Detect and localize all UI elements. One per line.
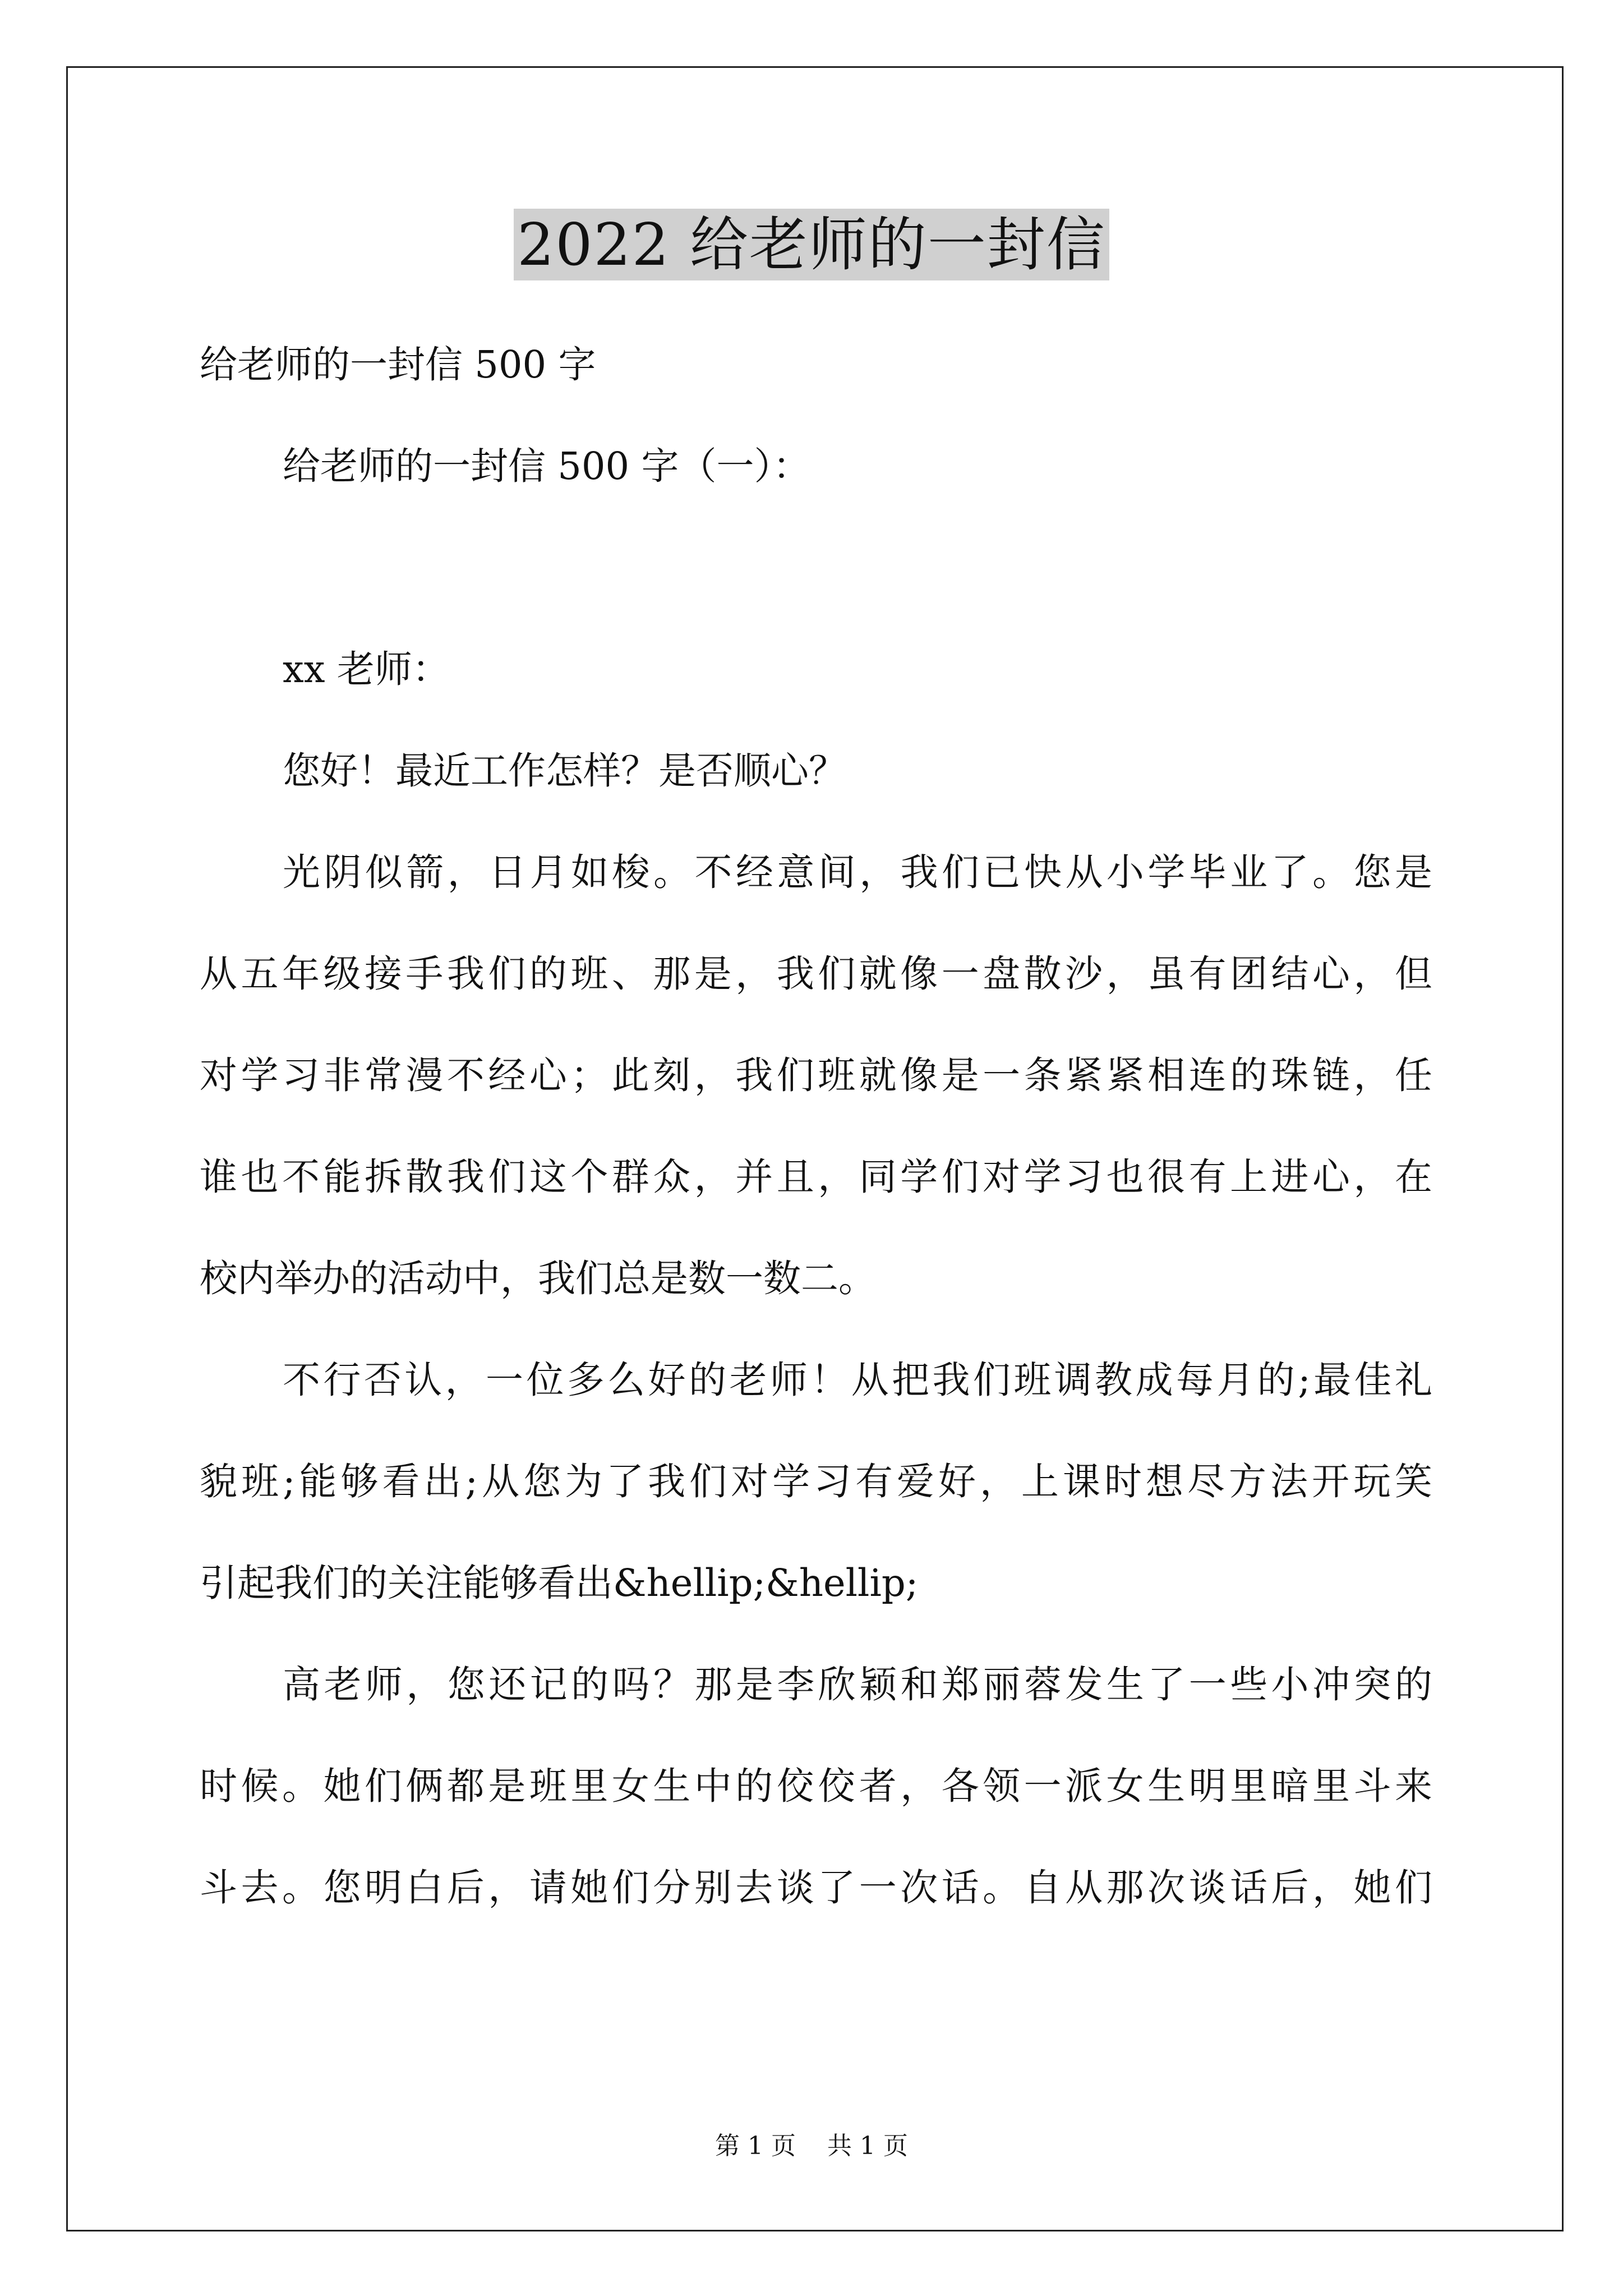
paragraph-line: 光阴似箭，日月如梭。不经意间，我们已快从小学毕业了。您是 [283,850,1432,894]
page-number: 第 1 页 [715,2132,796,2160]
paragraph-line: 不行否认，一位多么好的老师！从把我们班调教成每月的;最佳礼 [283,1358,1432,1402]
paragraph-line: 高老师，您还记的吗？那是李欣颖和郑丽蓉发生了一些小冲突的 [283,1663,1432,1706]
document-body [200,314,1432,1939]
page-total: 共 1 页 [827,2132,908,2160]
paragraph-line: 谁也不能拆散我们这个群众，并且，同学们对学习也很有上进心，在 [200,1155,1432,1199]
paragraph-line: 校内举办的活动中，我们总是数一数二。 [200,1257,876,1300]
page-footer [0,2131,1623,2162]
salutation: xx 老师： [283,647,450,691]
paragraph-line: 对学习非常漫不经心；此刻，我们班就像是一条紧紧相连的珠链，任 [200,1053,1432,1097]
subtitle: 给老师的一封信 500 字 [200,343,596,386]
title-container [0,209,1623,280]
document-title: 2022 给老师的一封信 [514,209,1109,280]
paragraph-line: 从五年级接手我们的班、那是，我们就像一盘散沙，虽有团结心，但 [200,952,1432,996]
paragraph-line: 斗去。您明白后，请她们分别去谈了一次话。自从那次谈话后，她们 [200,1866,1432,1910]
paragraph-line: 时候。她们俩都是班里女生中的佼佼者，各领一派女生明里暗里斗来 [200,1764,1432,1808]
greeting: 您好！最近工作怎样？是否顺心？ [283,749,846,793]
blank-line [200,517,1432,619]
paragraph-line: 貌班;能够看出;从您为了我们对学习有爱好，上课时想尽方法开玩笑 [200,1460,1432,1503]
section-heading: 给老师的一封信 500 字（一）： [283,444,810,488]
paragraph-line: 引起我们的关注能够看出&hellip;&hellip; [200,1561,919,1605]
